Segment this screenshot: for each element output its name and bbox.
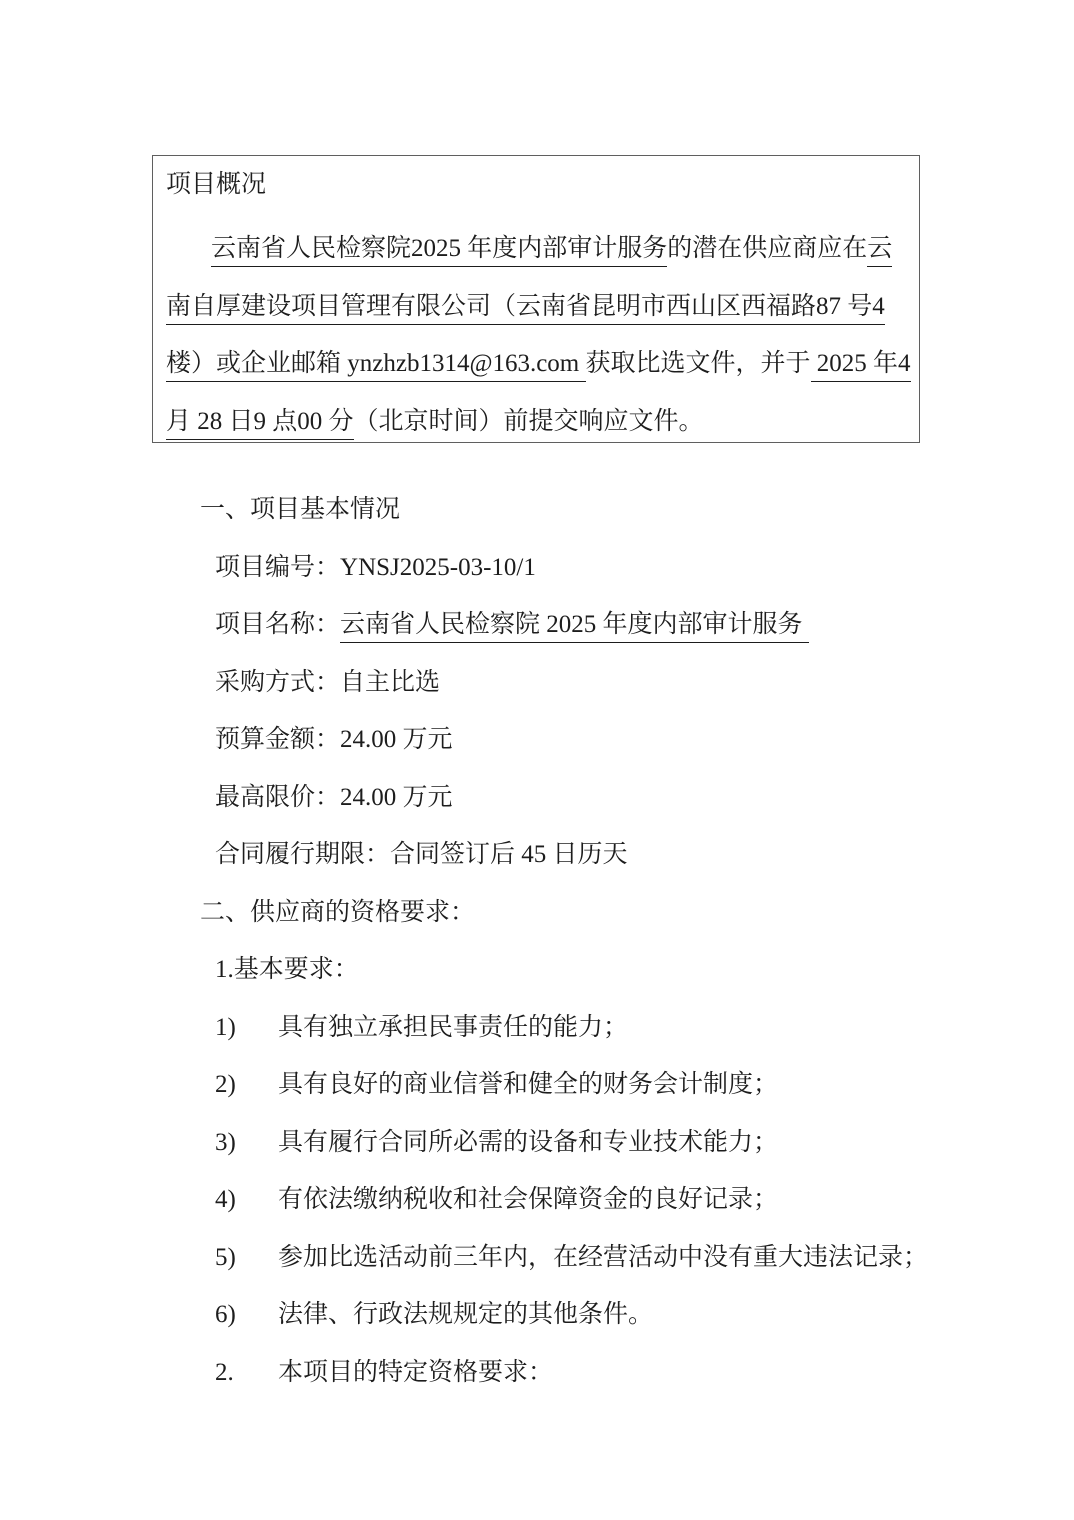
item-text: 有依法缴纳税收和社会保障资金的良好记录；: [278, 1186, 779, 1213]
underlined-text: 云: [867, 235, 892, 267]
paragraph-line-3: [166, 335, 911, 393]
item-text: 具有独立承担民事责任的能力；: [278, 1013, 629, 1041]
item-text: 具有履行合同所必需的设备和专业技术能力；: [278, 1128, 779, 1156]
field-label: 项目名称：: [215, 611, 341, 638]
section-heading-basic-info: 一、项目基本情况: [200, 496, 401, 523]
list-item-3: [0, 1114, 1074, 1172]
underlined-text: 月 28 日9 点00 分: [166, 408, 354, 440]
paragraph-line-2: [166, 278, 907, 336]
item-number: 4): [215, 1186, 236, 1213]
field-value: 自主比选: [340, 668, 441, 696]
field-contract-duration: [0, 826, 1074, 884]
section-heading-qualification: 二、供应商的资格要求：: [200, 898, 476, 926]
specific-requirements-title: [0, 1344, 1074, 1402]
field-label: 合同履行期限：: [215, 841, 391, 868]
field-value-underlined: 云南省人民检察院 2025 年度内部审计服务: [340, 611, 809, 643]
field-project-number: [0, 539, 1074, 597]
field-max-price: [0, 769, 1074, 827]
item-text: 法律、行政法规规定的其他条件。: [278, 1301, 654, 1328]
plain-text: 获取比选文件，并于: [585, 350, 811, 377]
field-label: 采购方式：: [215, 668, 341, 696]
item-number: 2.: [215, 1358, 234, 1386]
item-text: 具有良好的商业信誉和健全的财务会计制度；: [278, 1071, 779, 1098]
underlined-text: 南自厚建设项目管理有限公司（云南省昆明市西山区西福路87 号4: [166, 293, 885, 325]
list-item-5: [0, 1229, 1074, 1287]
field-value: YNSJ2025-03-10/1: [340, 553, 536, 581]
underlined-text: 楼）或企业邮箱 ynzhzb1314@163.com: [166, 350, 586, 382]
overview-paragraph: [166, 220, 911, 450]
item-text: 本项目的特定资格要求：: [278, 1358, 554, 1386]
underlined-text: 2025 年4: [811, 350, 911, 382]
item-number: 3): [215, 1128, 236, 1156]
item-number: 6): [215, 1301, 236, 1328]
item-number: 5): [215, 1243, 236, 1271]
overview-title: 项目概况: [166, 171, 267, 198]
field-label: 项目编号：: [215, 553, 341, 581]
field-value: 合同签订后 45 日历天: [390, 841, 628, 868]
field-value: 24.00 万元: [340, 726, 453, 753]
underlined-text: 云南省人民检察院2025 年度内部审计服务: [211, 235, 667, 267]
field-project-name: [0, 596, 1074, 654]
paragraph-line-4: [166, 393, 907, 451]
field-label: 最高限价：: [215, 783, 341, 811]
list-item-2: [0, 1056, 1074, 1114]
document-body: [0, 481, 1074, 1401]
plain-text: （北京时间）前提交响应文件。: [353, 407, 704, 435]
list-item-6: [0, 1286, 1074, 1344]
item-number: 1): [215, 1013, 236, 1041]
item-text: 参加比选活动前三年内，在经营活动中没有重大违法记录；: [278, 1243, 929, 1271]
plain-text: 的潜在供应商应在: [667, 235, 868, 262]
item-number: 2): [215, 1071, 236, 1098]
field-procurement-method: [0, 654, 1074, 712]
list-item-1: [0, 999, 1074, 1057]
paragraph-line-1: [166, 220, 907, 278]
field-label: 预算金额：: [215, 726, 341, 753]
basic-requirements-title: 1.基本要求：: [215, 956, 359, 983]
list-item-4: [0, 1171, 1074, 1229]
field-budget-amount: [0, 711, 1074, 769]
overview-box: [152, 155, 920, 443]
field-value: 24.00 万元: [340, 783, 453, 811]
